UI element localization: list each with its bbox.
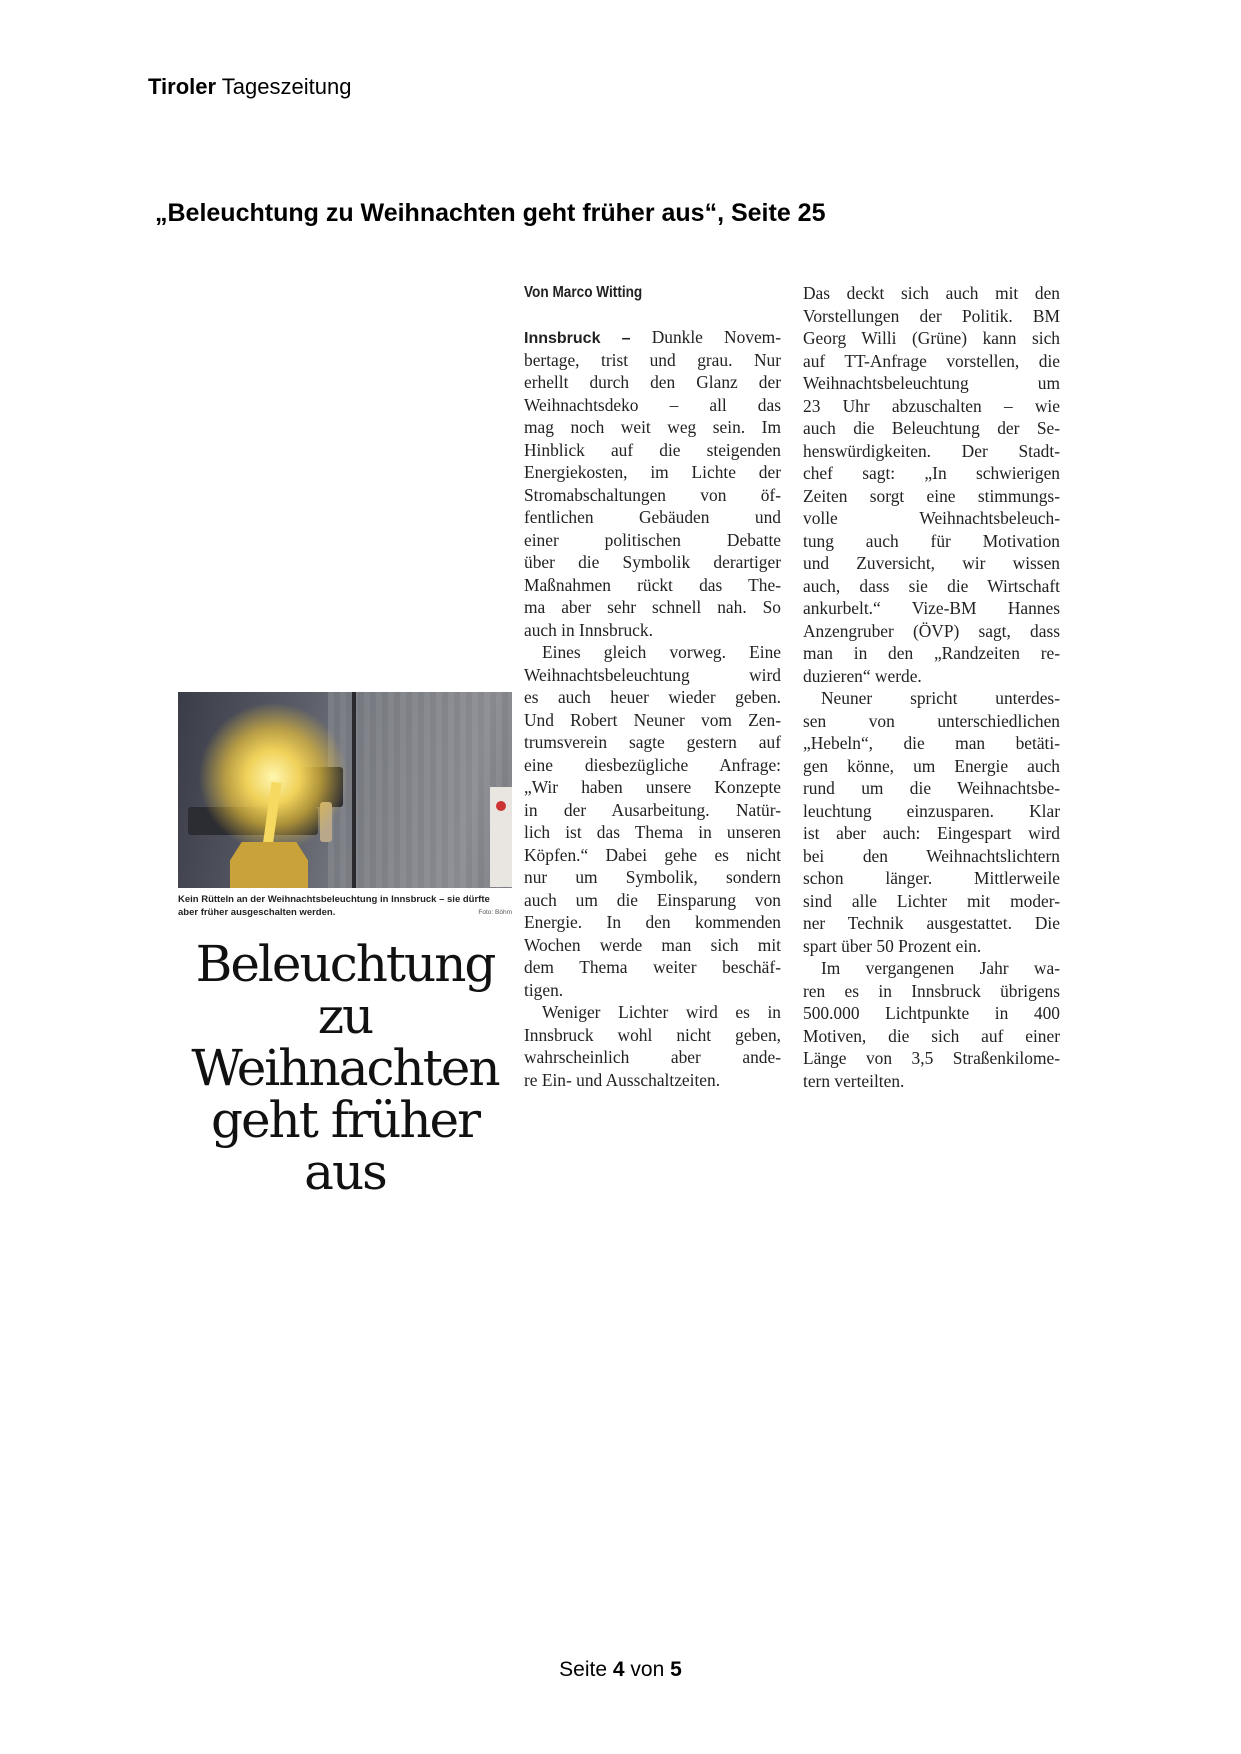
text-line — [524, 461, 781, 484]
line-text: auch, dass sie die Wirtschaft — [803, 575, 1060, 596]
text-line — [803, 1025, 1060, 1048]
tree-planter — [230, 842, 308, 888]
text-line — [524, 619, 781, 642]
text-line — [803, 845, 1060, 868]
text-line — [803, 1047, 1060, 1070]
text-line — [524, 979, 781, 1002]
article-column-1 — [524, 282, 781, 1091]
line-text: erhellt durch den Glanz der — [524, 372, 781, 392]
text-line — [524, 326, 781, 349]
text-line — [803, 800, 1060, 823]
line-text: schon länger. Mittlerweile — [803, 868, 1060, 888]
text-line — [803, 732, 1060, 755]
text-line — [803, 867, 1060, 890]
text-line — [524, 686, 781, 709]
article-photo — [178, 692, 512, 888]
line-text: Stromabschaltungen von öf- — [524, 484, 781, 505]
document-title: „Beleuchtung zu Weihnachten geht früher aus“, Seite 25 — [155, 199, 826, 227]
line-text: Zeiten sorgt eine stimmungs- — [803, 485, 1060, 506]
text-line — [524, 776, 781, 799]
text-line — [524, 484, 781, 507]
line-text: Weniger Lichter wird es in — [542, 1002, 781, 1022]
line-text: ist aber auch: Eingespart wird — [803, 823, 1060, 843]
text-line — [524, 1001, 781, 1024]
line-text: 500.000 Lichtpunkte in 400 — [803, 1003, 1060, 1023]
line-text: ankurbelt.“ Vize-BM Hannes — [803, 598, 1060, 618]
text-line — [803, 552, 1060, 575]
line-text: Das deckt sich auch mit den — [803, 283, 1060, 303]
text-line — [524, 754, 781, 777]
line-text: Neuner spricht unterdes- — [821, 688, 1060, 708]
text-line — [803, 1002, 1060, 1025]
text-line — [803, 417, 1060, 440]
text-line — [524, 506, 781, 529]
text-line — [524, 799, 781, 822]
text-line — [803, 350, 1060, 373]
footer-middle: von — [630, 1658, 665, 1681]
text-line — [803, 687, 1060, 710]
text-line — [524, 821, 781, 844]
line-text: eine diesbezügliche Anfrage: — [524, 754, 781, 775]
line-text: rund um die Weihnachtsbe- — [803, 778, 1060, 798]
line-text: Köpfen.“ Dabei gehe es nicht — [524, 844, 781, 865]
text-line — [803, 305, 1060, 328]
line-text: auch die Beleuchtung der Se- — [803, 418, 1060, 438]
line-text: auch in Innsbruck. — [524, 619, 653, 640]
line-text: Weihnachtsbeleuchtung um — [803, 373, 1060, 393]
text-line — [803, 462, 1060, 485]
line-text: über die Symbolik derartiger — [524, 552, 781, 572]
line-text: wahrscheinlich aber ande- — [524, 1047, 781, 1067]
text-line — [803, 620, 1060, 643]
footer-prefix: Seite — [559, 1658, 608, 1681]
text-line — [524, 664, 781, 687]
line-text: Georg Willi (Grüne) kann sich — [803, 328, 1060, 348]
page-footer — [0, 1658, 1241, 1682]
line-text: man in den „Randzeiten re- — [803, 643, 1060, 663]
photo-banner — [490, 787, 512, 887]
line-text: ma aber sehr schnell nah. So — [524, 597, 781, 617]
line-text: einer politischen Debatte — [524, 529, 781, 550]
line-text: auch um die Einsparung von — [524, 889, 781, 910]
text-line — [803, 530, 1060, 553]
line-text: Innsbruck wohl nicht geben, — [524, 1024, 781, 1045]
text-line — [524, 416, 781, 439]
line-text: Im vergangenen Jahr wa- — [821, 958, 1060, 978]
text-line — [803, 597, 1060, 620]
line-text: Länge von 3,5 Straßenkilome- — [803, 1048, 1060, 1068]
text-line — [803, 935, 1060, 958]
text-line — [524, 889, 781, 912]
line-text: Eines gleich vorweg. Eine — [542, 642, 781, 662]
text-line — [524, 349, 781, 372]
photo-caption — [178, 893, 512, 919]
text-line — [803, 665, 1060, 688]
line-text: Anzengruber (ÖVP) sagt, dass — [803, 620, 1060, 641]
text-line — [803, 642, 1060, 665]
line-text: Vorstellungen der Politik. BM — [803, 305, 1060, 326]
line-text: Dunkle Novem- — [651, 327, 781, 347]
text-line — [803, 890, 1060, 913]
line-text: leuchtung einzusparen. Klar — [803, 800, 1060, 821]
line-text: Wochen werde man sich mit — [524, 934, 781, 955]
line-text: nur um Symbolik, sondern — [524, 867, 781, 887]
text-line — [803, 822, 1060, 845]
brand-regular: Tageszeitung — [221, 74, 352, 99]
line-text: duzieren“ werde. — [803, 665, 922, 686]
text-line — [524, 1024, 781, 1047]
line-text: fentlichen Gebäuden und — [524, 507, 781, 527]
banner-logo — [496, 801, 506, 811]
dateline: Innsbruck – — [524, 330, 631, 347]
text-line — [803, 440, 1060, 463]
text-line — [803, 957, 1060, 980]
line-text: re Ein- und Ausschaltzeiten. — [524, 1069, 721, 1090]
line-text: sen von unterschiedlichen — [803, 710, 1060, 731]
text-line — [803, 327, 1060, 350]
line-text: lich ist das Thema in unseren — [524, 822, 781, 842]
line-text: Energie. In den kommenden — [524, 912, 781, 932]
line-text: ner Technik ausgestattet. Die — [803, 913, 1060, 933]
publication-name — [148, 74, 351, 100]
headline-line: Weihnachten — [191, 1039, 499, 1097]
text-line — [524, 731, 781, 754]
column-2-body — [803, 282, 1060, 1092]
line-text: bertage, trist und grau. Nur — [524, 349, 781, 370]
byline: Von Marco Witting — [524, 284, 643, 301]
text-line — [524, 574, 781, 597]
total-pages: 5 — [670, 1658, 682, 1681]
line-text: dem Thema weiter beschäf- — [524, 957, 781, 977]
line-text: chef sagt: „In schwierigen — [803, 463, 1060, 483]
text-line — [524, 394, 781, 417]
current-page: 4 — [612, 1658, 625, 1681]
line-text: henswürdigkeiten. Der Stadt- — [803, 440, 1060, 461]
line-text: es auch heuer wieder geben. — [524, 687, 781, 707]
text-line — [524, 1069, 781, 1092]
text-line — [524, 439, 781, 462]
line-text: gen könne, um Energie auch — [803, 755, 1060, 776]
text-line — [524, 371, 781, 394]
text-line — [803, 1070, 1060, 1093]
line-text: Hinblick auf die steigenden — [524, 439, 781, 460]
caption-text: Kein Rütteln an der Weihnachtsbeleuchtung in Innsbruck – sie dürfte aber früher ausgeschalten werden. — [178, 894, 490, 918]
brand-bold: Tiroler — [148, 74, 217, 99]
line-text: tigen. — [524, 979, 564, 1000]
text-line — [803, 755, 1060, 778]
text-line — [524, 934, 781, 957]
photo-pole — [352, 692, 356, 888]
text-line — [524, 911, 781, 934]
text-line — [524, 844, 781, 867]
text-line — [803, 912, 1060, 935]
text-line — [524, 551, 781, 574]
line-text: 23 Uhr abzuschalten – wie — [803, 395, 1060, 416]
headline-line: geht früher aus — [210, 1091, 480, 1201]
headline-line: Beleuchtung zu — [195, 935, 495, 1045]
text-line — [803, 507, 1060, 530]
text-line — [803, 282, 1060, 305]
line-text: Weihnachtsdeko – all das — [524, 394, 781, 415]
line-text: ren es in Innsbruck übrigens — [803, 980, 1060, 1001]
line-text: Weihnachtsbeleuchtung wird — [524, 664, 781, 685]
line-text: sind alle Lichter mit moder- — [803, 890, 1060, 911]
line-text: Und Robert Neuner vom Zen- — [524, 709, 781, 730]
text-line — [524, 529, 781, 552]
article-headline — [178, 935, 512, 1201]
photo-credit: Foto: Böhm — [478, 909, 512, 916]
text-line — [803, 710, 1060, 733]
text-line — [803, 372, 1060, 395]
text-line — [524, 956, 781, 979]
line-text: „Wir haben unsere Konzepte — [524, 777, 781, 797]
line-text: Motiven, die sich auf einer — [803, 1025, 1060, 1046]
line-text: „Hebeln“, die man betäti- — [803, 733, 1060, 753]
text-line — [524, 641, 781, 664]
line-text: bei den Weihnachtslichtern — [803, 845, 1060, 866]
text-line — [524, 1046, 781, 1069]
line-text: tern verteilten. — [803, 1070, 905, 1091]
line-text: trumsverein sagte gestern auf — [524, 732, 781, 752]
text-line — [803, 777, 1060, 800]
text-line — [803, 395, 1060, 418]
text-line — [524, 709, 781, 732]
text-line — [524, 866, 781, 889]
text-line — [803, 575, 1060, 598]
line-text: in der Ausarbeitung. Natür- — [524, 799, 781, 820]
text-line — [524, 596, 781, 619]
column-1-body — [524, 326, 781, 1091]
line-text: spart über 50 Prozent ein. — [803, 935, 982, 956]
line-text: Energiekosten, im Lichte der — [524, 462, 781, 482]
line-text: volle Weihnachtsbeleuch- — [803, 508, 1060, 528]
line-text: und Zuversicht, wir wissen — [803, 553, 1060, 573]
article-column-2 — [803, 282, 1060, 1092]
line-text: auf TT-Anfrage vorstellen, die — [803, 350, 1060, 371]
text-line — [803, 980, 1060, 1003]
line-text: mag noch weit weg sein. Im — [524, 417, 781, 437]
line-text: Maßnahmen rückt das The- — [524, 574, 781, 595]
text-line — [803, 485, 1060, 508]
line-text: tung auch für Motivation — [803, 530, 1060, 551]
